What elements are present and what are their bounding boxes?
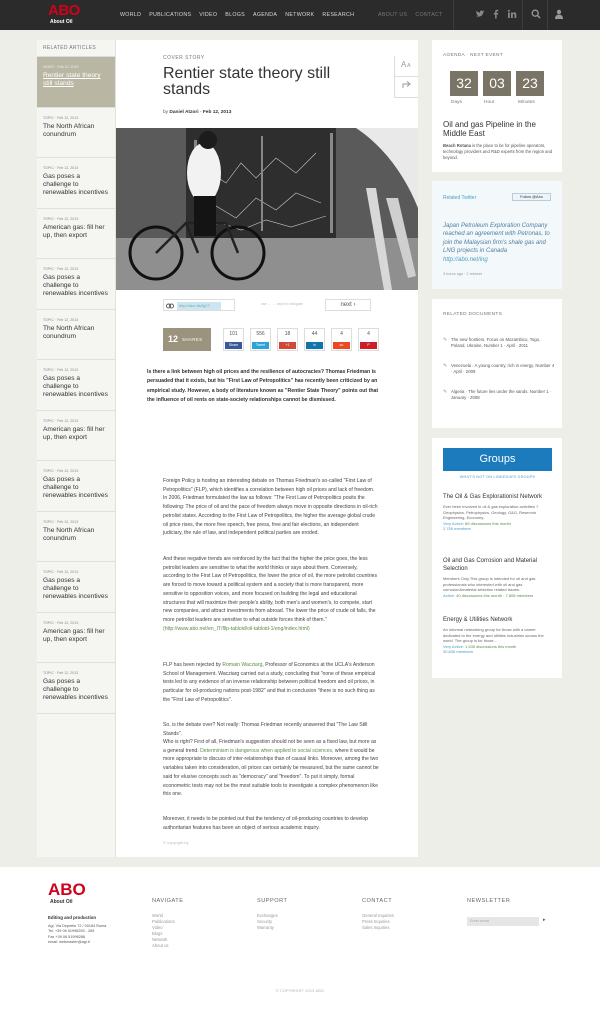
group-title[interactable]: The Oil & Gas Explorationist Network (443, 494, 543, 500)
group-item (443, 493, 553, 532)
footer-link[interactable]: Publications (152, 918, 175, 924)
main-nav (120, 12, 354, 18)
share-button[interactable] (277, 328, 298, 351)
paragraph: And these negative trends are reinforced by the fact that the higher the price goes, the less petrolist leaders are sensitive to what the world thinks or says about them. Conversely, according to the First Law of Petropolitics, the lower the price of oil, the more petrolist countries are forced to move toward a political system and a society that is more transparent, more sensitive to opposition voices, and more focused on building the legal and educational structures that will maximize their people's ability, both men's and women's, to compete, start new companies, and attract investments from abroad. The lower the price of crude oil falls, the more petrolist leaders are sensitive to what outside forces think of them." (http://www.abo.net/en_IT/fllp-tabloid/oil-tabloid-1/eng/index.html) (163, 556, 378, 632)
logo-subtitle: About Oil (50, 19, 73, 25)
document-item[interactable]: ✎ The new frontiers. Focus on Mozambico, Togo, Poland, Ukraine. Number 1 · April · 2011 (443, 337, 541, 348)
article-panel (116, 40, 418, 857)
related-articles-list (37, 57, 115, 714)
article-meta: VIDEO · Feb 12, 2013 (43, 65, 79, 69)
share-count: 4 (367, 331, 370, 337)
article-lead: Is there a link between high oil prices and the resilience of autocracies? Thomas Friedman is persuaded that it exists, but his "First Law of Petropolitics" has recently been criticized by an empirical study. However, a body of literature known as "Rentier State Theory" points out that the influence of oil rents on state-society relationships cannot be dismissed. (147, 369, 379, 403)
article-date: Feb 12, 2013 (202, 110, 232, 115)
related-documents-widget (432, 299, 562, 428)
related-article-item[interactable] (37, 310, 115, 361)
cyclists-photo-illustration (116, 128, 418, 290)
follow-button[interactable]: Follow @Abo (512, 193, 551, 201)
svg-text:A: A (406, 63, 411, 68)
share-count: 18 (284, 331, 291, 337)
tweet-text: Japan Petroleum Exploration Company reached an agreement with Petronas, to join the Malaysian firm's shale gas and LNG projects in Canada http://abo.net/ing (443, 223, 550, 263)
agenda-heading: AGENDA · NEXT EVENT (443, 53, 503, 58)
countdown-days: 32 (450, 71, 478, 96)
shares-count: 12 (168, 334, 179, 344)
logo-text: ABO (48, 2, 80, 19)
share-button[interactable] (331, 328, 352, 351)
shares-label: SHARES (182, 337, 203, 342)
article-meta: TOPIC · Feb 12, 2013 (43, 469, 79, 473)
pencil-icon: ✎ (443, 389, 448, 395)
linkedin-icon[interactable] (506, 9, 518, 21)
footer-link[interactable]: Network (152, 936, 168, 942)
article-link-title[interactable]: The North African conundrum (43, 324, 95, 340)
countdown-minutes: 23 (516, 71, 544, 96)
group-activity: Active: 40 discussions this month · 7,808 members (443, 592, 534, 598)
article-meta: TOPIC · Feb 12, 2013 (43, 519, 79, 524)
article-meta: TOPIC · Feb 12, 2013 (43, 368, 79, 372)
article-link-title[interactable]: Gas poses a challenge to renewables incentives (43, 577, 108, 600)
article-meta: TOPIC · Feb 12, 2013 (43, 166, 79, 170)
share-count: 4 (340, 331, 343, 337)
footer-link[interactable]: Warranty (257, 924, 274, 930)
related-article-item[interactable] (37, 259, 115, 310)
related-article-item[interactable] (37, 209, 115, 260)
group-activity: Very Active: 1,535 discussions this month (443, 643, 517, 649)
footer-link[interactable]: Video (152, 924, 163, 930)
share-arrow-icon[interactable] (395, 77, 418, 98)
article-meta: TOPIC · Feb 12, 2013 (43, 216, 79, 221)
author-name[interactable]: Daniel Atzori (169, 110, 199, 115)
share-count: 101 (229, 331, 238, 337)
shares-counter (163, 328, 211, 351)
share-label: P (360, 342, 377, 349)
divider (547, 0, 548, 30)
article-link-title[interactable]: Rentier state theory still stands (43, 72, 101, 87)
byline-prefix: by (163, 110, 169, 115)
group-members: 30,836 members (443, 649, 474, 655)
related-article-item[interactable] (37, 512, 115, 563)
article-meta: TOPIC · Feb 12, 2013 (43, 115, 79, 120)
twitter-heading: Related Twitter (443, 195, 477, 201)
nav-agenda[interactable]: AGENDA (253, 12, 278, 18)
footer-contact (362, 898, 394, 931)
article-copyright: © copyright by (163, 840, 189, 845)
article-title: Rentier state theory still stands (163, 65, 331, 98)
article-link-title[interactable]: Gas poses a challenge to renewables incentives (43, 274, 108, 297)
article-link-title[interactable]: American gas: fill her up, then export (43, 627, 105, 643)
group-description: An informal networking group for those with a career dedicated to the energy and utilities industries across the world. The group is for those... (443, 627, 544, 644)
abo-logo[interactable] (48, 3, 88, 27)
countdown-hours: 03 (483, 71, 511, 96)
top-navigation-bar (0, 0, 600, 30)
related-article-item[interactable] (37, 663, 115, 714)
paragraph: Foreign Policy is hosting an interesting debate on Thomas Friedman's so-called "First Law of Petropolitics" (FLP), which identifies a correlation between high oil prices and lack of freedom. In 2006, Friedman formulated the law as follows: "The First Law of Petropolitics posits the following: The price of oil and the pace of freedom always move in opposite directions in oil-rich petrolist states. According to the First Law of Petropolitics, the higher the average global crude oil price rises, the more free speech, free press, free and fair elections, an independent judiciary, the rule of law, and independent political parties are eroded. (163, 478, 378, 537)
logo-subtitle: About Oil (50, 899, 73, 905)
related-article-item[interactable] (37, 562, 115, 613)
group-title[interactable]: Energy & Utilities Network (443, 617, 513, 623)
user-icon[interactable] (553, 9, 565, 21)
newsletter-submit-icon[interactable]: ▸ (543, 917, 546, 923)
related-articles-heading: RELATED ARTICLES (37, 40, 115, 57)
footer-link[interactable]: World (152, 913, 163, 918)
documents-heading: RELATED DOCUMENTS (443, 312, 503, 317)
footer-link[interactable]: Exchanges (257, 913, 278, 918)
group-title[interactable]: Oil and Gas Corrosion and Material Selection (443, 558, 538, 572)
nav-network[interactable]: NETWORK (285, 12, 315, 18)
secondary-nav (378, 12, 443, 18)
facebook-icon[interactable] (490, 9, 502, 21)
share-label: Tweet (252, 342, 269, 349)
article-photo (116, 128, 418, 290)
related-article-item[interactable] (37, 613, 115, 664)
footer-link[interactable]: Press Inquiries (362, 918, 390, 924)
inline-link[interactable]: Determinism is dangerous when applied to social sciences, (200, 747, 334, 754)
footer-heading: NAVIGATE (152, 898, 184, 904)
groups-button[interactable]: Groups (443, 448, 552, 471)
footer-newsletter (467, 898, 510, 913)
groups-subtitle[interactable]: WHAT'S NOT ON LINKEDIN'S GROUPS (459, 475, 536, 479)
footer-link[interactable]: About us (152, 942, 169, 948)
countdown-days-label: Days (451, 100, 462, 105)
paragraph: FLP has been rejected by Romain Wacziarg, Professor of Economics at the UCLA's Anderson School of Management. Wacziarg carried out a study, concluding that "none of these empirical tests led to any evidence of an inverse relationship between political freedom and oil prices, in particular for oil-producing nations post-1982" and that in conclusion "there is no such thing as the "First Law of Petropolitics". (163, 662, 376, 703)
footer-heading: CONTACT (362, 898, 393, 904)
event-description: Beach Rotana is the place to be for pipeline operators, technology providers and R&D experts from the region and beyond. (443, 143, 553, 160)
group-activity: Very Active: 89 discussions this month (443, 520, 511, 526)
article-link-title[interactable]: American gas: fill her up, then export (43, 223, 105, 239)
editing-heading: Editing and production (48, 915, 97, 920)
share-count: 556 (256, 331, 265, 337)
related-article-item[interactable] (37, 411, 115, 462)
share-button[interactable] (358, 328, 379, 351)
groups-widget (432, 438, 562, 678)
search-icon[interactable] (530, 9, 542, 21)
document-item[interactable]: ✎ Venezuela · A young country, rich in energy. Number 4 · April · 2009 (443, 363, 555, 374)
countdown-hours-label: Hour (484, 100, 495, 105)
related-article-item[interactable] (37, 360, 115, 411)
group-item (443, 616, 553, 655)
group-item (443, 557, 553, 598)
paragraph: So, is the debate over? Not really: Thomas Friedman recently answered that "The Law Still Stands". (163, 722, 368, 737)
pencil-icon: ✎ (443, 337, 448, 343)
share-label: +1 (279, 342, 296, 349)
related-article-item[interactable] (37, 57, 115, 108)
footer-heading: NEWSLETTER (467, 898, 511, 904)
group-members: 2,755 members (443, 526, 471, 532)
share-label: in (306, 342, 323, 349)
divider (522, 0, 523, 30)
article-meta: TOPIC · Feb 12, 2013 (43, 418, 79, 423)
permalink-url[interactable]: http://abo.its/fg27 (177, 302, 221, 310)
article-link-title[interactable]: Gas poses a challenge to renewables incentives (43, 476, 108, 499)
footer-link[interactable]: Blogs (152, 930, 163, 936)
document-item[interactable]: ✎ Algeria · The future lies under the sands. Number 1 · January · 2008 (443, 389, 552, 400)
article-link-title[interactable]: The North African conundrum (43, 526, 95, 542)
related-article-item[interactable] (37, 108, 115, 159)
article-kicker: COVER STORY (163, 55, 205, 61)
nav-video[interactable]: VIDEO (199, 12, 218, 18)
footer-navigate (152, 898, 183, 948)
footer-logo[interactable] (48, 881, 92, 907)
newsletter-email-input[interactable]: Enter email (467, 917, 539, 926)
agenda-widget (432, 40, 562, 172)
article-tools (394, 56, 418, 98)
related-article-item[interactable] (37, 461, 115, 512)
article-meta: TOPIC · Feb 12, 2013 (43, 267, 79, 271)
font-size-icon[interactable] (395, 56, 418, 77)
article-meta: TOPIC · Feb 12, 2013 (43, 570, 79, 574)
pencil-icon: ✎ (443, 363, 448, 369)
tweet-meta: 3 hours ago · 2 retweet (443, 272, 483, 276)
link-icon (166, 303, 174, 311)
divider (453, 0, 454, 30)
footer-support (257, 898, 287, 931)
nav-blogs[interactable]: BLOGS (225, 12, 246, 18)
footer-link[interactable]: Sales Inquiries (362, 924, 390, 930)
article-link-title[interactable]: Gas poses a challenge to renewables incentives (43, 375, 108, 398)
next-button[interactable]: next › (325, 299, 371, 311)
article-link-title[interactable]: Gas poses a challenge to renewables incentives (43, 678, 108, 701)
nav-research[interactable]: RESEARCH (322, 12, 355, 18)
logo-text: ABO (48, 880, 86, 899)
nav-contact[interactable]: CONTACT (415, 12, 443, 18)
event-title[interactable]: Oil and gas Pipeline in the Middle East (443, 120, 536, 138)
footer-address: Agi, Via Depretis 72 / 00184 Roma Tel. +39 06 51996259 - 265 Fax +39 06 51996286 email: webmaster@agi.it (48, 924, 107, 945)
article-byline: by Daniel Atzori - Feb 12, 2013 (163, 110, 232, 115)
group-description: Ever been involved in oil & gas exploration activities ? Geophysics, Petrophysics, Geology, G&G, Reservoir Engineering, Economy.. (443, 504, 539, 521)
article-meta: TOPIC · Feb 12, 2013 (43, 671, 79, 675)
inline-link[interactable]: Romain Wacziarg (222, 662, 263, 668)
nav-world[interactable]: WORLD (120, 12, 142, 18)
article-link-title[interactable]: Gas poses a challenge to renewables incentives (43, 173, 108, 196)
keyboard-hint: use ← → keys to navigate (261, 302, 303, 306)
share-label: Share (225, 342, 242, 349)
article-meta: TOPIC · Feb 12, 2013 (43, 620, 79, 625)
share-button[interactable] (304, 328, 325, 351)
share-count: 44 (311, 331, 318, 337)
share-button[interactable] (250, 328, 271, 351)
footer-link[interactable]: Security (257, 918, 273, 924)
paragraph: Moreover, it needs to be pointed out that the tendency of oil-producing countries to develop authoritarian features has been an object of serious academic inquiry. (163, 816, 369, 831)
related-article-item[interactable] (37, 158, 115, 209)
nav-about-us[interactable]: ABOUT US (378, 12, 408, 18)
svg-text:A: A (400, 60, 406, 68)
footer-link[interactable]: General Inquiries (362, 913, 394, 918)
permalink-box[interactable] (163, 299, 235, 311)
twitter-widget (432, 181, 562, 289)
article-link-title[interactable]: The North African conundrum (43, 122, 95, 138)
related-articles-sidebar (37, 40, 116, 857)
tweet-link[interactable]: http://abo.net/ing (443, 256, 488, 263)
article-meta: TOPIC · Feb 12, 2013 (43, 317, 79, 322)
share-button[interactable] (223, 328, 244, 351)
twitter-icon[interactable] (474, 9, 486, 21)
countdown-minutes-label: Minutes (518, 100, 535, 105)
article-link-title[interactable]: American gas: fill her up, then export (43, 425, 105, 441)
group-description: Members Only.This group is intended for oil and gas professionals who interested with oil and gas corrosion&material selection related issues. (443, 576, 536, 593)
share-label: su (333, 342, 350, 349)
footer-heading: SUPPORT (257, 898, 288, 904)
permalink-row (163, 299, 373, 311)
paragraph: Who is right? First of all, Friedman's suggestion should not be seen as a fixed law, but more as a general trend. Determinism is dangerous when applied to social sciences, where it would be more appropriate to discuss of inter-relationships than of causal links. Moreover, among the two variables taken into consideration, oil prices can certainly be measured, but the same cannot be said for elusive concepts such as "democracy" and "freedom". To put it simply, formal econometric tests may not be the most suitable tools to investigate a complex phenomenon like this one. (163, 739, 379, 798)
inline-link[interactable]: (http://www.abo.net/en_IT/fllp-tabloid/oil-tabloid-1/eng/index.html) (163, 625, 310, 632)
footer-copyright: © COPYRIGHT 2013 ABO (275, 989, 325, 993)
nav-publications[interactable]: PUBLICATIONS (149, 12, 192, 18)
